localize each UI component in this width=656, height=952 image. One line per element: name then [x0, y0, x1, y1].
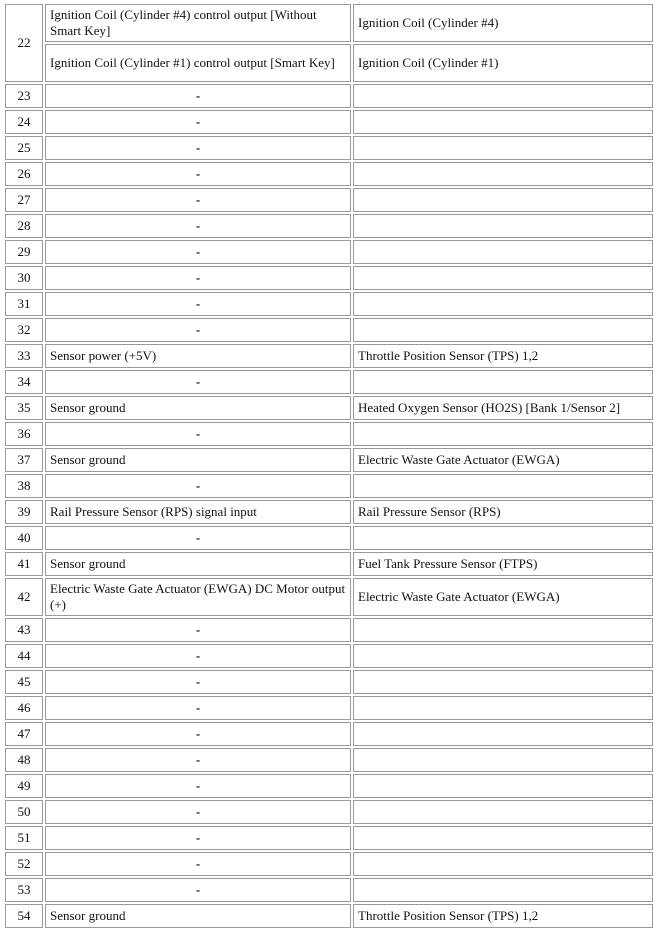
pin-description: - [45, 84, 351, 108]
pin-number: 28 [5, 214, 43, 238]
pin-component [353, 748, 653, 772]
pin-component [353, 644, 653, 668]
pin-component [353, 370, 653, 394]
pin-number: 42 [5, 578, 43, 616]
pin-description: - [45, 188, 351, 212]
pin-number: 52 [5, 852, 43, 876]
pin-number: 38 [5, 474, 43, 498]
table-row [5, 84, 653, 108]
pin-component [353, 318, 653, 342]
pin-description: - [45, 240, 351, 264]
pin-description: Sensor ground [45, 396, 351, 420]
pin-description: - [45, 826, 351, 850]
pin-description: Sensor ground [45, 448, 351, 472]
pin-number: 36 [5, 422, 43, 446]
table-row [5, 136, 653, 160]
pin-description: Ignition Coil (Cylinder #4) control output [Without Smart Key] [45, 4, 351, 42]
pin-description: - [45, 422, 351, 446]
pin-description: - [45, 800, 351, 824]
pin-description: - [45, 696, 351, 720]
pin-component: Electric Waste Gate Actuator (EWGA) [353, 578, 653, 616]
pin-component [353, 474, 653, 498]
table-row [5, 44, 653, 82]
table-row [5, 292, 653, 316]
pin-number: 24 [5, 110, 43, 134]
pin-component [353, 852, 653, 876]
pin-number: 43 [5, 618, 43, 642]
pin-description: Electric Waste Gate Actuator (EWGA) DC Motor output (+) [45, 578, 351, 616]
pin-number: 22 [5, 4, 43, 82]
pin-component [353, 722, 653, 746]
pin-description: Sensor ground [45, 904, 351, 928]
table-row [5, 852, 653, 876]
pin-component: Ignition Coil (Cylinder #1) [353, 44, 653, 82]
pin-number: 50 [5, 800, 43, 824]
pin-number: 47 [5, 722, 43, 746]
pin-number: 49 [5, 774, 43, 798]
pin-number: 25 [5, 136, 43, 160]
pin-description: - [45, 318, 351, 342]
pin-component [353, 110, 653, 134]
pin-component [353, 826, 653, 850]
pin-component [353, 696, 653, 720]
pin-table-body [5, 4, 653, 928]
pin-description: - [45, 474, 351, 498]
pin-description: Rail Pressure Sensor (RPS) signal input [45, 500, 351, 524]
pin-description: - [45, 748, 351, 772]
pin-number: 45 [5, 670, 43, 694]
table-row [5, 696, 653, 720]
pin-number: 32 [5, 318, 43, 342]
pin-description: - [45, 292, 351, 316]
pin-description: - [45, 370, 351, 394]
pin-number: 54 [5, 904, 43, 928]
pin-component [353, 670, 653, 694]
pin-number: 44 [5, 644, 43, 668]
pin-description: - [45, 644, 351, 668]
table-row [5, 618, 653, 642]
pin-component [353, 618, 653, 642]
pin-description: Ignition Coil (Cylinder #1) control output [Smart Key] [45, 44, 351, 82]
table-row [5, 422, 653, 446]
pin-number: 34 [5, 370, 43, 394]
pin-component: Rail Pressure Sensor (RPS) [353, 500, 653, 524]
table-row [5, 474, 653, 498]
pin-description: - [45, 722, 351, 746]
table-row [5, 670, 653, 694]
table-row [5, 722, 653, 746]
table-row [5, 110, 653, 134]
table-row [5, 578, 653, 616]
pin-number: 35 [5, 396, 43, 420]
pin-number: 51 [5, 826, 43, 850]
pin-description: Sensor power (+5V) [45, 344, 351, 368]
pin-table [3, 2, 655, 930]
table-row [5, 748, 653, 772]
pin-number: 33 [5, 344, 43, 368]
pin-component [353, 162, 653, 186]
pin-component [353, 878, 653, 902]
table-row [5, 552, 653, 576]
pin-number: 37 [5, 448, 43, 472]
pin-component [353, 240, 653, 264]
pin-description: - [45, 774, 351, 798]
table-row [5, 878, 653, 902]
table-row [5, 4, 653, 42]
pin-number: 40 [5, 526, 43, 550]
table-row [5, 500, 653, 524]
table-row [5, 214, 653, 238]
pin-description: - [45, 878, 351, 902]
pin-description: - [45, 162, 351, 186]
pin-number: 30 [5, 266, 43, 290]
table-row [5, 774, 653, 798]
pin-number: 27 [5, 188, 43, 212]
pin-number: 31 [5, 292, 43, 316]
pin-description: - [45, 618, 351, 642]
pin-description: - [45, 526, 351, 550]
pin-component [353, 774, 653, 798]
pin-component [353, 84, 653, 108]
pin-description: - [45, 852, 351, 876]
table-row [5, 266, 653, 290]
pin-description: Sensor ground [45, 552, 351, 576]
table-row [5, 396, 653, 420]
pin-number: 23 [5, 84, 43, 108]
pin-number: 39 [5, 500, 43, 524]
pin-component: Throttle Position Sensor (TPS) 1,2 [353, 904, 653, 928]
pin-component [353, 266, 653, 290]
table-row [5, 188, 653, 212]
pin-component: Ignition Coil (Cylinder #4) [353, 4, 653, 42]
table-row [5, 448, 653, 472]
pin-component: Fuel Tank Pressure Sensor (FTPS) [353, 552, 653, 576]
table-row [5, 162, 653, 186]
table-row [5, 526, 653, 550]
pin-component: Heated Oxygen Sensor (HO2S) [Bank 1/Sensor 2] [353, 396, 653, 420]
pin-component: Throttle Position Sensor (TPS) 1,2 [353, 344, 653, 368]
pin-number: 41 [5, 552, 43, 576]
pin-component [353, 136, 653, 160]
pin-description: - [45, 214, 351, 238]
pin-number: 48 [5, 748, 43, 772]
table-row [5, 240, 653, 264]
pin-number: 29 [5, 240, 43, 264]
table-row [5, 344, 653, 368]
pin-component [353, 422, 653, 446]
pin-component [353, 800, 653, 824]
pin-number: 46 [5, 696, 43, 720]
pin-description: - [45, 670, 351, 694]
table-row [5, 644, 653, 668]
table-row [5, 318, 653, 342]
pin-component [353, 292, 653, 316]
table-row [5, 904, 653, 928]
pin-component [353, 214, 653, 238]
pin-component [353, 188, 653, 212]
pin-description: - [45, 266, 351, 290]
pin-description: - [45, 110, 351, 134]
pin-component [353, 526, 653, 550]
pin-number: 53 [5, 878, 43, 902]
table-row [5, 826, 653, 850]
pin-component: Electric Waste Gate Actuator (EWGA) [353, 448, 653, 472]
table-row [5, 370, 653, 394]
pin-number: 26 [5, 162, 43, 186]
pin-description: - [45, 136, 351, 160]
table-row [5, 800, 653, 824]
